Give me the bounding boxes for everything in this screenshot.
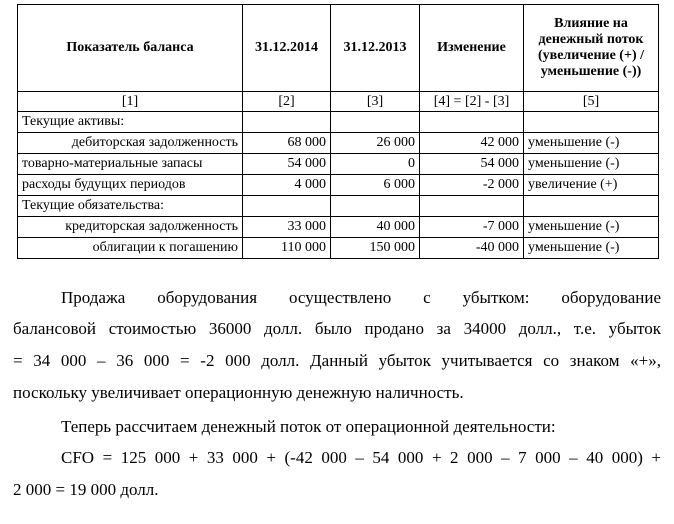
value-change: 42 000 [420,133,524,154]
value-2013: 0 [331,154,420,175]
header-row [18,5,659,92]
col-number-3: [3] [331,92,420,112]
section-label-liabilities: Текущие обязательства: [18,196,243,217]
value-change: 54 000 [420,154,524,175]
col-number-1: [1] [18,92,243,112]
value-effect: уменьшение (-) [524,238,659,259]
row-name: дебиторская задолженность [18,133,243,154]
col-number-4: [4] = [2] - [3] [420,92,524,112]
formula-line: 2 000 = 19 000 долл. [13,480,159,499]
value-2013: 40 000 [331,217,420,238]
section-row-assets [18,112,659,133]
header-effect: Влияние на денежный поток (увеличение (+) / уменьшение (-)) [524,5,659,92]
table-row [18,175,659,196]
table-row [18,238,659,259]
table-row [18,154,659,175]
value-2014: 54 000 [243,154,331,175]
value-2014: 68 000 [243,133,331,154]
section-label-assets: Текущие активы: [18,112,243,133]
header-2013: 31.12.2013 [331,5,420,92]
paragraph-line: Продажа оборудования осуществлено с убытком: оборудование [61,288,661,307]
paragraph-line: поскольку увеличивает операционную денежную наличность. [13,383,464,402]
value-effect: уменьшение (-) [524,154,659,175]
row-name: кредиторская задолженность [18,217,243,238]
table-row [18,217,659,238]
value-change: -40 000 [420,238,524,259]
col-number-2: [2] [243,92,331,112]
value-2014: 33 000 [243,217,331,238]
header-indicator: Показатель баланса [18,5,243,92]
value-2013: 6 000 [331,175,420,196]
header-2014: 31.12.2014 [243,5,331,92]
value-effect: увеличение (+) [524,175,659,196]
value-2013: 150 000 [331,238,420,259]
value-2014: 110 000 [243,238,331,259]
value-effect: уменьшение (-) [524,217,659,238]
col-number-5: [5] [524,92,659,112]
header-change: Изменение [420,5,524,92]
paragraph-line: балансовой стоимостью 36000 долл. было продано за 34000 долл., т.е. убыток [13,319,661,338]
value-change: -2 000 [420,175,524,196]
value-effect: уменьшение (-) [524,133,659,154]
paragraph-line: = 34 000 – 36 000 = -2 000 долл. Данный убыток учитывается со знаком «+», [13,351,661,370]
row-name: расходы будущих периодов [18,175,243,196]
value-change: -7 000 [420,217,524,238]
formula-line: CFO = 125 000 + 33 000 + (-42 000 – 54 000 + 2 000 – 7 000 – 40 000) + [61,448,661,467]
row-name: облигации к погашению [18,238,243,259]
balance-table [17,4,659,259]
section-row-liabilities [18,196,659,217]
value-2013: 26 000 [331,133,420,154]
paragraph-intro: Теперь рассчитаем денежный поток от операционной деятельности: [61,417,556,436]
row-name: товарно-материальные запасы [18,154,243,175]
column-number-row [18,92,659,112]
table-row [18,133,659,154]
value-2014: 4 000 [243,175,331,196]
